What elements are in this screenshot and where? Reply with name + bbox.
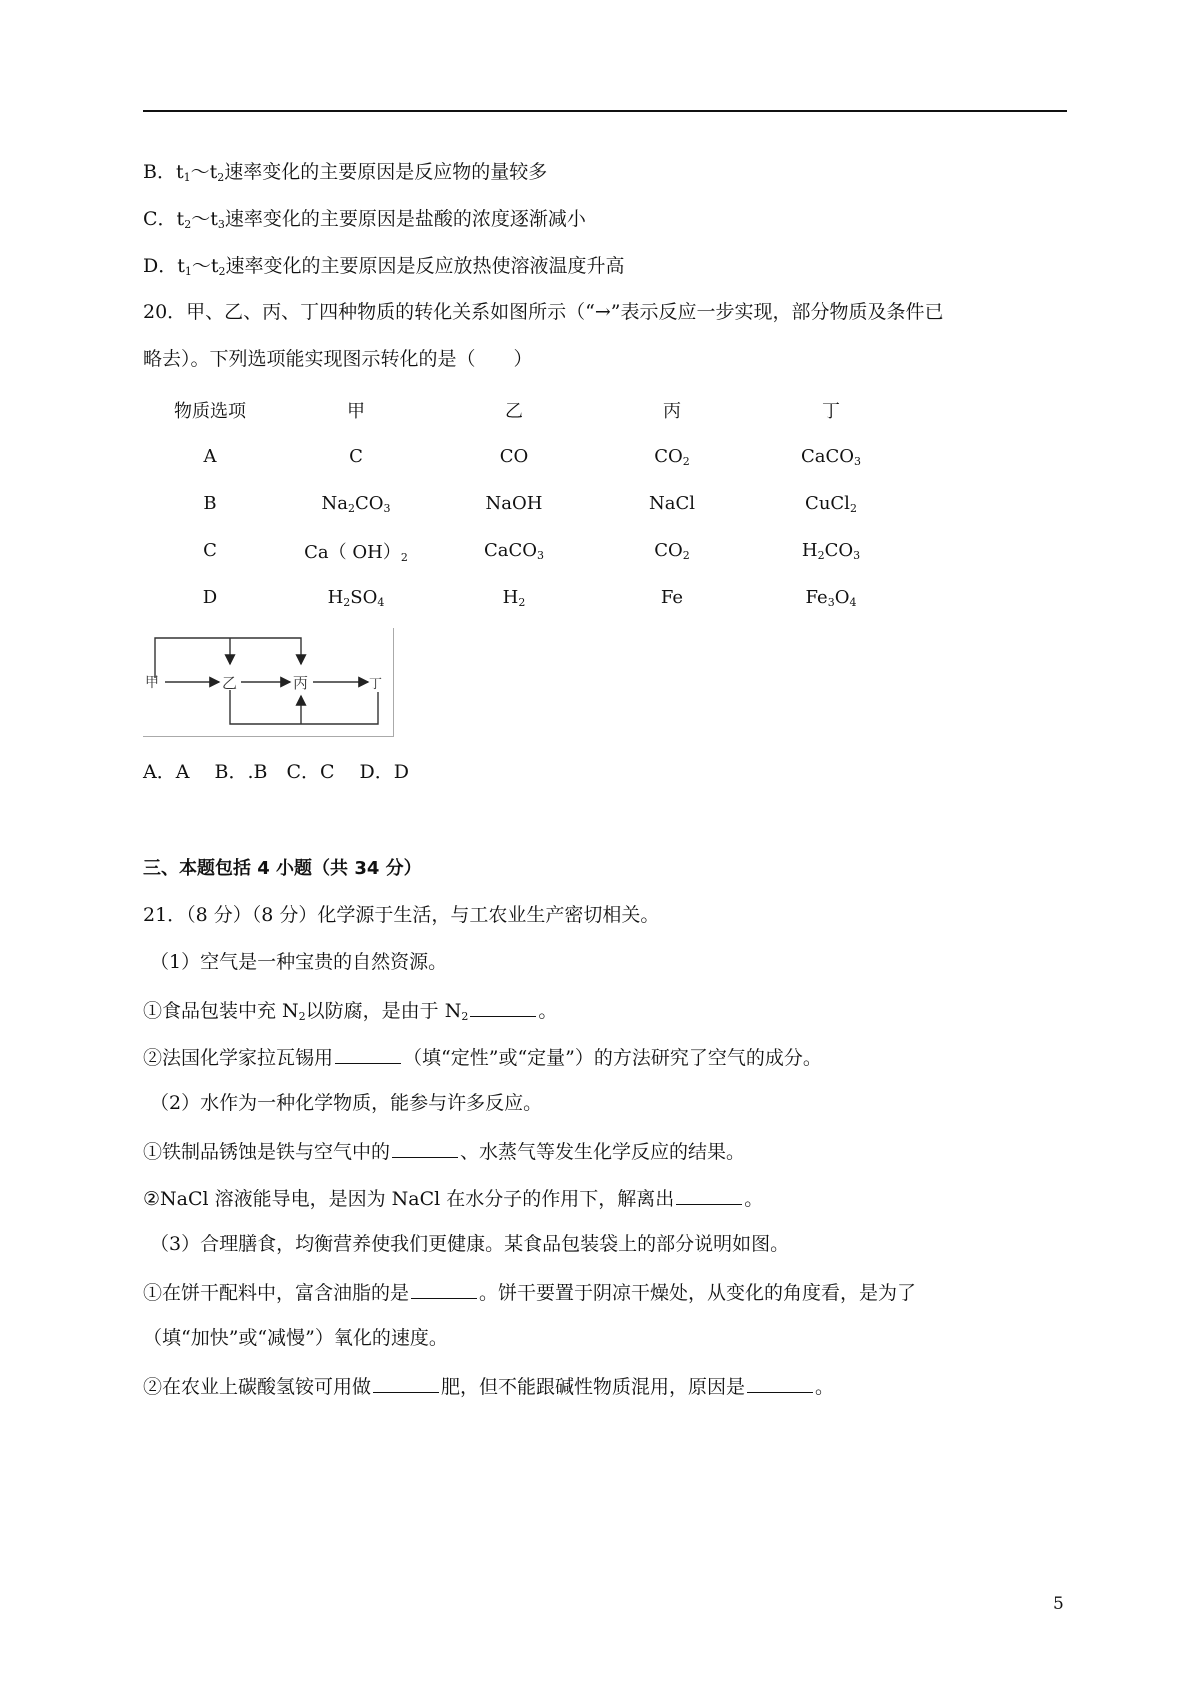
option-cell: B xyxy=(203,493,217,514)
header-cell: 物质选项 xyxy=(174,400,246,422)
options-table xyxy=(143,386,911,621)
node-jia: 甲 xyxy=(145,675,159,691)
header-cell: 丙 xyxy=(663,400,681,422)
question-21-text: 21．（8 分）（8 分）化学源于生活，与工农业生产密切相关。 xyxy=(143,904,660,926)
node-ding: 丁 xyxy=(369,677,383,692)
substance-cell: CaCO$_3$ xyxy=(483,539,545,562)
substance-cell: $CO_2$ xyxy=(654,539,690,562)
substance-cell: CuCl$_2$ xyxy=(805,492,857,515)
section-heading: 三、本题包括 4 小题（共 34 分） xyxy=(143,858,422,879)
substance-cell: C xyxy=(349,446,363,467)
part-3a-line-cont: （填“加快”或“减慢”）氧化的速度。 xyxy=(143,1327,448,1349)
question-20-text-cont: 略去）。下列选项能实现图示转化的是（ ） xyxy=(143,348,533,370)
conversion-diagram xyxy=(143,628,394,737)
part-1-text: （1）空气是一种宝贵的自然资源。 xyxy=(150,951,448,973)
substance-cell: $H_2$ xyxy=(502,586,526,609)
substance-cell: $CO_2$ xyxy=(654,445,690,468)
page-number: 5 xyxy=(1053,1594,1064,1614)
part-1b-line: ②法国化学家拉瓦锡用 （填“定性”或“定量”）的方法研究了空气的成分。 xyxy=(143,1043,822,1071)
table-row xyxy=(143,527,911,574)
question-20-text: 20．甲、乙、丙、丁四种物质的转化关系如图所示（“→”表示反应一步实现，部分物质及条件已 xyxy=(143,301,944,323)
substance-cell: $Fe_3O_4$ xyxy=(805,586,857,609)
table-header-row xyxy=(143,386,911,433)
header-cell: 乙 xyxy=(505,400,523,422)
header-rule xyxy=(143,110,1067,112)
substance-cell: NaCl xyxy=(648,493,695,514)
answer-blank[interactable] xyxy=(470,996,536,1017)
substance-cell: CO xyxy=(499,446,529,467)
part-1a-line: ①食品包装中充 $N_2$以防腐，是由于 $N_2$ 。 xyxy=(143,996,557,1030)
option-cell: A xyxy=(203,446,217,467)
conversion-diagram-svg xyxy=(143,628,393,736)
part-2a-line: ①铁制品锈蚀是铁与空气中的 、水蒸气等发生化学反应的结果。 xyxy=(143,1137,745,1165)
substance-cell: $Na_2CO_3$ xyxy=(321,492,391,515)
part-3b-line: ②在农业上碳酸氢铵可用做 肥，但不能跟碱性物质混用，原因是 。 xyxy=(143,1372,834,1400)
substance-cell: $H_2CO_3$ xyxy=(801,539,861,562)
part-3-text: （3）合理膳食，均衡营养使我们更健康。某食品包装袋上的部分说明如图。 xyxy=(150,1233,790,1255)
substance-cell: Ca（ $OH)_2$ xyxy=(304,541,408,564)
node-bing: 丙 xyxy=(293,674,309,692)
answer-blank[interactable] xyxy=(335,1043,401,1064)
table-row xyxy=(143,433,911,480)
table-row xyxy=(143,574,911,621)
substance-cell: CaCO$_3$ xyxy=(800,445,862,468)
option-b-line: B．$t_1\sim t_2$速率变化的主要原因是反应物的量较多 xyxy=(143,161,548,184)
option-c-line: C．$t_2\sim t_3$速率变化的主要原因是盐酸的浓度逐渐减小 xyxy=(143,208,586,231)
option-cell: D xyxy=(202,587,218,608)
answer-options: A．A B．.B C．C D．D xyxy=(143,761,410,783)
part-3a-line: ①在饼干配料中，富含油脂的是 。饼干要置于阴凉干燥处，从变化的角度看，是为了 xyxy=(143,1278,916,1306)
answer-blank[interactable] xyxy=(392,1137,458,1158)
part-2b-line: ②NaCl 溶液能导电，是因为 NaCl 在水分子的作用下，解离出 。 xyxy=(143,1184,763,1212)
header-cell: 丁 xyxy=(822,400,840,422)
option-d-line: D．$t_1\sim t_2$速率变化的主要原因是反应放热使溶液温度升高 xyxy=(143,255,625,278)
header-cell: 甲 xyxy=(347,400,365,422)
table-row xyxy=(143,480,911,527)
answer-blank[interactable] xyxy=(411,1278,477,1299)
answer-blank[interactable] xyxy=(676,1184,742,1205)
node-yi: 乙 xyxy=(222,674,238,692)
answer-blank[interactable] xyxy=(373,1372,439,1393)
substance-cell: Fe xyxy=(660,587,684,608)
substance-cell: NaOH xyxy=(485,493,543,514)
substance-cell: $H_2SO_4$ xyxy=(327,586,385,609)
option-cell: C xyxy=(203,540,217,561)
answer-blank[interactable] xyxy=(747,1372,813,1393)
part-2-text: （2）水作为一种化学物质，能参与许多反应。 xyxy=(150,1092,543,1114)
